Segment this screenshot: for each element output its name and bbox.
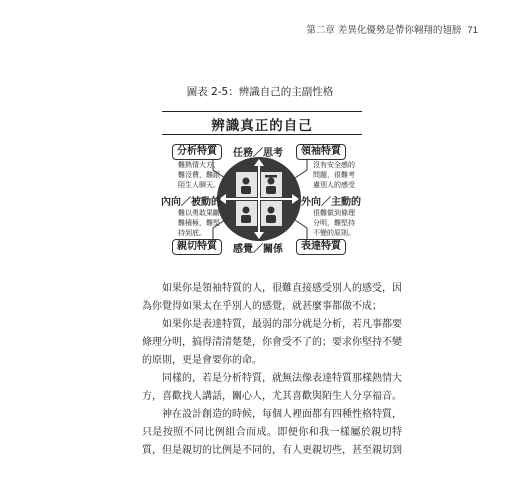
page-number: 71	[467, 25, 478, 36]
axis-bottom-label: 感覺／關係	[233, 244, 283, 255]
axis-left-label: 內向／被動的	[161, 197, 221, 208]
axis-top-label: 任務／思考	[233, 148, 283, 159]
axis-right-label: 外向／主動的	[301, 197, 361, 208]
leader-description: 沒有安全感的 問題，很難考 慮別人的感受	[313, 161, 355, 189]
figure-caption: 圖表 2-5：辨識自己的主副性格	[186, 86, 334, 98]
figure-title: 辨識真正的自己	[211, 118, 313, 134]
quadrant-amiable: 親切特質	[172, 239, 222, 255]
quadrant-leader: 領袖特質	[296, 144, 346, 160]
paragraph: 神在設計創造的時候，每個人裡面都有四種性格特質，只是按照不同比例組合而成。即便你和我一樣屬於親切特質，但是親切的比例是不同的，有人更親切些，甚至親切到	[142, 409, 402, 456]
expressive-description: 很難做到條理 分明，難堅持 不變的原則。	[313, 209, 355, 237]
quadrant-analytical: 分析特質	[172, 144, 222, 160]
analytical-description: 難熱情大方， 難沒費，難跟 陌生人聊天。	[178, 161, 220, 189]
paragraph: 同樣的，若是分析特質，就無法像表達特質那樣熱情大方，喜歡找人講話，關心人，尤其喜歡與陌生人分享福音。	[142, 373, 402, 402]
paragraph: 如果你是表達特質，最弱的部分就是分析，若凡事都要條理分明，搞得清清楚楚，你會受不了的；要求你堅持不變的原則，更是會要你的命。	[142, 319, 402, 366]
body-text	[142, 280, 402, 460]
paragraph: 如果你是領袖特質的人，很難直接感受別人的感受，因為你覺得如果太在乎別人的感覺，就甚麼事都做不成；	[142, 283, 402, 312]
amiable-description: 難以勇敢果斷 難積極，難堅 持到底。	[178, 209, 220, 237]
chapter-title: 第二章 差異化優勢是帶你翱翔的翅膀	[306, 25, 462, 36]
quadrant-expressive: 表達特質	[296, 239, 346, 255]
